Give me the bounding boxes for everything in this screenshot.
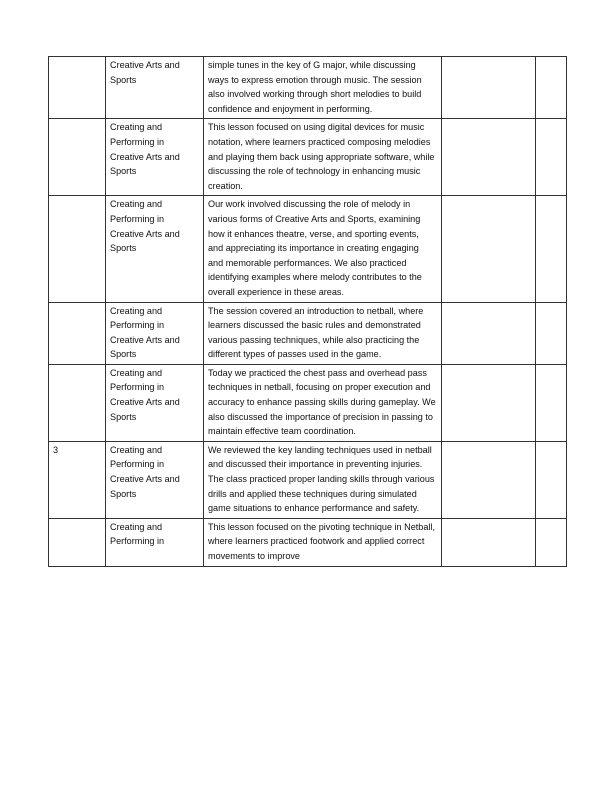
strand-cell: Creating and Performing in Creative Arts and Sports (106, 302, 204, 364)
table-row (49, 302, 567, 364)
blank-cell (536, 441, 567, 518)
blank-cell (442, 441, 536, 518)
table-row (49, 57, 567, 119)
lesson-notes-cell: We reviewed the key landing techniques used in netball and discussed their importance in preventing injuries. The class practiced proper landing skills through various drills and applied these techniques during simulated game situations to enhance performance and safety. (204, 441, 442, 518)
lesson-notes-cell: Today we practiced the chest pass and overhead pass techniques in netball, focusing on proper execution and accuracy to enhance passing skills during gameplay. We also discussed the importance of precision in passing to maintain effective team coordination. (204, 364, 442, 441)
week-cell (49, 302, 106, 364)
lesson-notes-cell: simple tunes in the key of G major, while discussing ways to express emotion through music. The session also involved working through short melodies to build confidence and enjoyment in performing. (204, 57, 442, 119)
week-cell (49, 119, 106, 196)
week-cell: 3 (49, 441, 106, 518)
strand-cell: Creating and Performing in (106, 518, 204, 566)
lesson-log-table (48, 56, 567, 567)
strand-cell: Creating and Performing in Creative Arts and Sports (106, 364, 204, 441)
lesson-notes-cell: This lesson focused on using digital devices for music notation, where learners practiced composing melodies and playing them back using appropriate software, while discussing the role of technology in enhancing music creation. (204, 119, 442, 196)
strand-cell: Creating and Performing in Creative Arts and Sports (106, 441, 204, 518)
blank-cell (536, 364, 567, 441)
blank-cell (536, 518, 567, 566)
lesson-notes-cell: This lesson focused on the pivoting technique in Netball, where learners practiced footwork and applied correct movements to improve (204, 518, 442, 566)
week-cell (49, 57, 106, 119)
strand-cell: Creating and Performing in Creative Arts and Sports (106, 119, 204, 196)
blank-cell (442, 57, 536, 119)
table-row (49, 119, 567, 196)
blank-cell (442, 364, 536, 441)
lesson-notes-cell: The session covered an introduction to netball, where learners discussed the basic rules and demonstrated various passing techniques, while also practicing the different types of passes used in the game. (204, 302, 442, 364)
blank-cell (536, 196, 567, 302)
week-cell (49, 196, 106, 302)
strand-cell: Creative Arts and Sports (106, 57, 204, 119)
blank-cell (442, 302, 536, 364)
table-row (49, 196, 567, 302)
week-cell (49, 364, 106, 441)
blank-cell (442, 119, 536, 196)
strand-cell: Creating and Performing in Creative Arts and Sports (106, 196, 204, 302)
blank-cell (536, 302, 567, 364)
table-row (49, 364, 567, 441)
week-cell (49, 518, 106, 566)
blank-cell (442, 196, 536, 302)
table-row (49, 518, 567, 566)
table-row (49, 441, 567, 518)
lesson-notes-cell: Our work involved discussing the role of melody in various forms of Creative Arts and Sports, examining how it enhances theatre, verse, and sporting events, and appreciating its importance in creating engaging and memorable performances. We also practiced identifying examples where melody contributes to the overall experience in these areas. (204, 196, 442, 302)
blank-cell (536, 57, 567, 119)
blank-cell (442, 518, 536, 566)
blank-cell (536, 119, 567, 196)
